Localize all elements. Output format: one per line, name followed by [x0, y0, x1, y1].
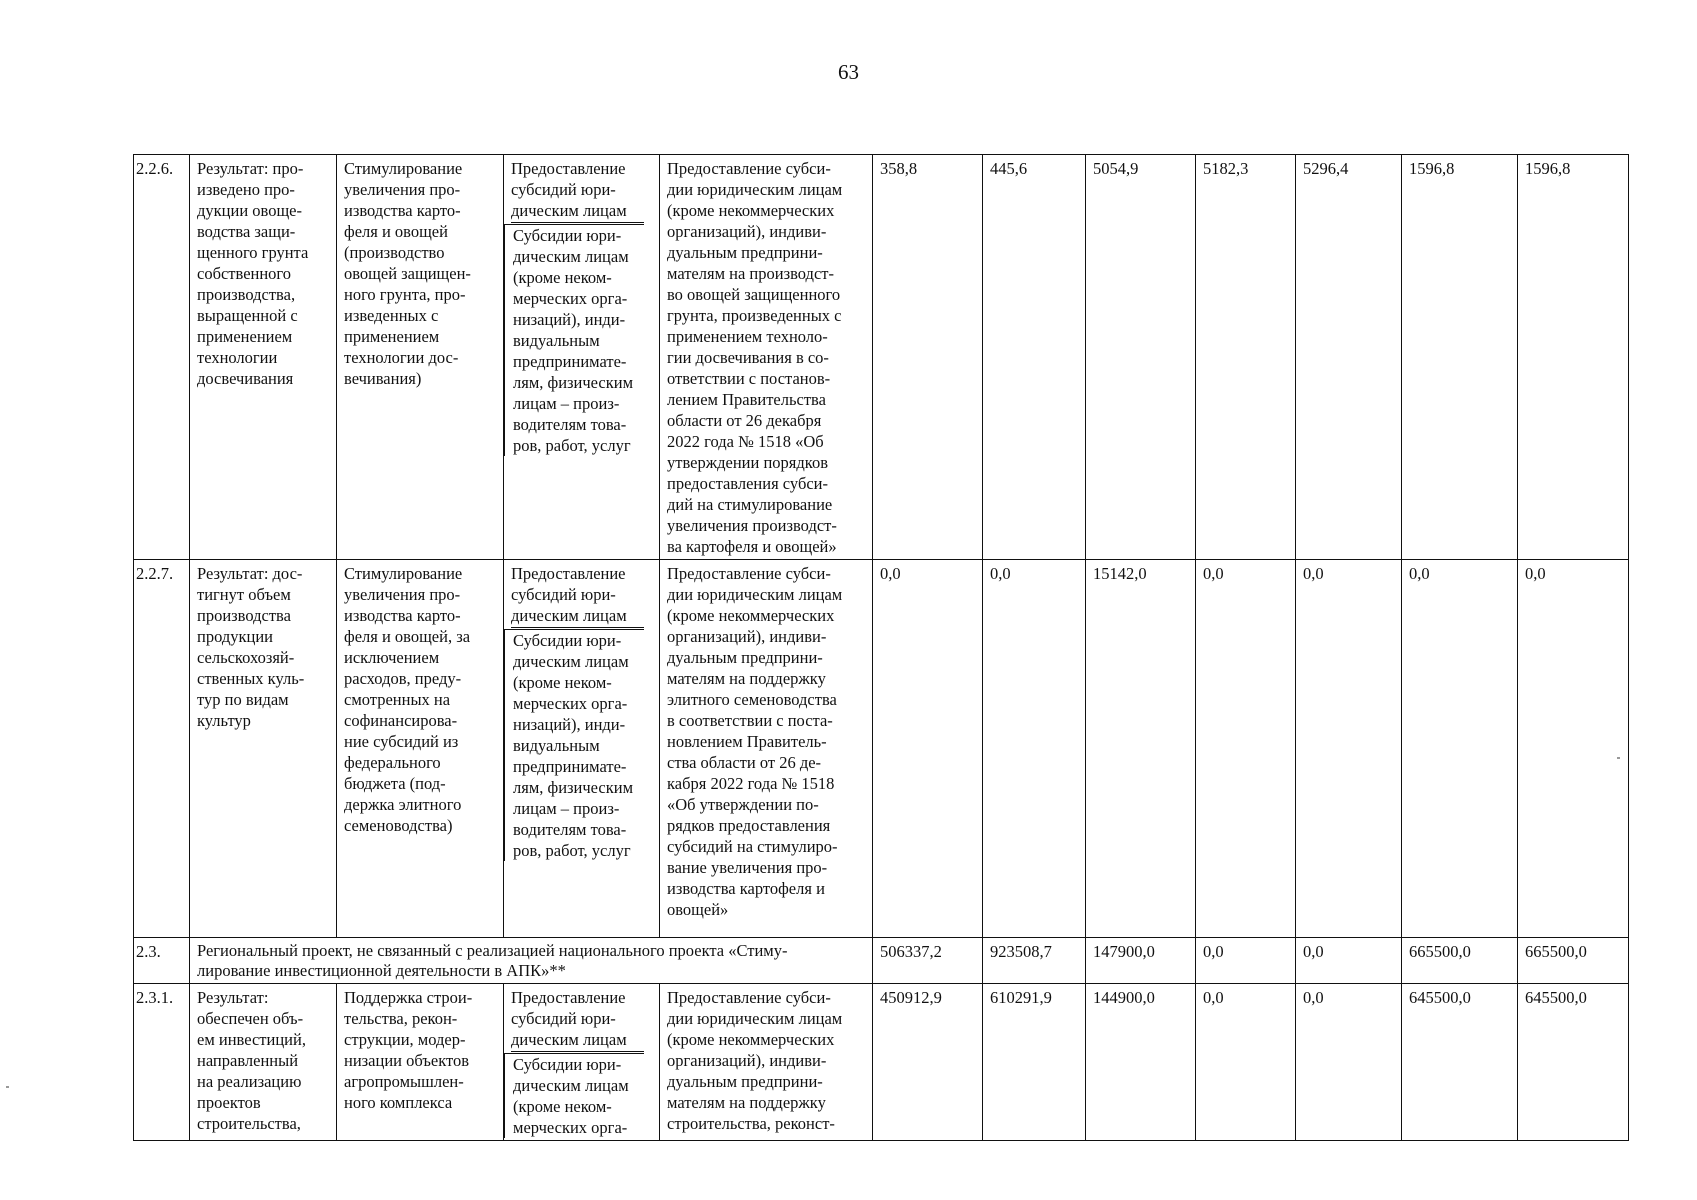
description-cell: Предоставление субси- дии юридическим лицам (кроме некоммерческих организаций), индиви- дуальным предприни- мателям на поддержку строительства, реконст- — [660, 984, 873, 1141]
value-cell: 610291,9 — [983, 984, 1086, 1141]
value-cell: 0,0 — [1518, 560, 1629, 938]
row-code: 2.2.7. — [134, 560, 190, 938]
value-cell: 358,8 — [873, 155, 983, 560]
type-top: Предоставление субсидий юри- дическим лицам — [511, 563, 644, 628]
value-cell: 144900,0 — [1086, 984, 1196, 1141]
value-cell: 1596,8 — [1518, 155, 1629, 560]
table-row — [134, 155, 1629, 560]
value-cell: 665500,0 — [1402, 938, 1518, 984]
value-cell: 5296,4 — [1296, 155, 1402, 560]
value-cell: 645500,0 — [1518, 984, 1629, 1141]
description-cell: Предоставление субси- дии юридическим лицам (кроме некоммерческих организаций), индиви- дуальным предприни- мателям на производст- во овощей защищенного грунта, произведенных с применением техноло- гии досвечивания в со- ответствии с постанов- лением Правительства области от 26 декабря 2022 года № 1518 «Об утверждении порядков предоставления субси- дий на стимулирование увеличения производст- ва картофеля и овощей» — [660, 155, 873, 560]
type-bottom: Субсидии юри- дическим лицам (кроме неком- мерческих орга- — [504, 1053, 644, 1138]
value-cell: 0,0 — [1402, 560, 1518, 938]
result-cell: Результат: про- изведено про- дукции овоще- водства защи- щенного грунта собственного производства, выращенной с применением технологии досвечивания — [190, 155, 337, 560]
value-cell: 0,0 — [1296, 984, 1402, 1141]
value-cell: 506337,2 — [873, 938, 983, 984]
table-row — [134, 938, 1629, 984]
table-row — [134, 984, 1629, 1141]
value-cell: 0,0 — [1296, 560, 1402, 938]
description-cell: Предоставление субси- дии юридическим лицам (кроме некоммерческих организаций), индиви- дуальным предприни- мателям на поддержку элитного семеноводства в соответствии с поста- новлением Правитель- ства области от 26 де- кабря 2022 года № 1518 «Об утверждении по- рядков предоставления субсидий на стимулиро- вание увеличения про- изводства картофеля и овощей» — [660, 560, 873, 938]
type-cell — [504, 984, 660, 1141]
value-cell: 645500,0 — [1402, 984, 1518, 1141]
row-code: 2.3.1. — [134, 984, 190, 1141]
value-cell: 0,0 — [1196, 984, 1296, 1141]
page-number: 63 — [838, 60, 859, 84]
budget-table — [133, 154, 1629, 1141]
measure-cell: Поддержка строи- тельства, рекон- струкции, модер- низации объектов агропромышлен- ного комплекса — [337, 984, 504, 1141]
type-top: Предоставление субсидий юри- дическим лицам — [511, 987, 644, 1052]
measure-cell: Стимулирование увеличения про- изводства карто- феля и овощей (производство овощей защищен- ного грунта, про- изведенных с применением технологии дос- вечивания) — [337, 155, 504, 560]
result-cell: Результат: обеспечен объ- ем инвестиций, направленный на реализацию проектов строительства, — [190, 984, 337, 1141]
project-title-cell: Региональный проект, не связанный с реализацией национального проекта «Стиму- лирование инвестиционной деятельности в АПК»** — [190, 938, 873, 984]
value-cell: 5054,9 — [1086, 155, 1196, 560]
value-cell: 5182,3 — [1196, 155, 1296, 560]
value-cell: 147900,0 — [1086, 938, 1196, 984]
type-top: Предоставление субсидий юри- дическим лицам — [511, 158, 644, 223]
value-cell: 445,6 — [983, 155, 1086, 560]
value-cell: 665500,0 — [1518, 938, 1629, 984]
value-cell: 0,0 — [1196, 938, 1296, 984]
value-cell: 0,0 — [983, 560, 1086, 938]
measure-cell: Стимулирование увеличения про- изводства карто- феля и овощей, за исключением расходов, преду- смотренных на софинансирова- ние субсидий из федерального бюджета (под- держка элитного семеноводства) — [337, 560, 504, 938]
type-cell — [504, 155, 660, 560]
type-bottom: Субсидии юри- дическим лицам (кроме неком- мерческих орга- низаций), инди- видуальным предпринимате- лям, физическим лицам – произ- водителям това- ров, работ, услуг — [504, 629, 644, 861]
row-code: 2.2.6. — [134, 155, 190, 560]
scan-mark — [6, 1086, 9, 1088]
value-cell: 0,0 — [1196, 560, 1296, 938]
value-cell: 0,0 — [1296, 938, 1402, 984]
value-cell: 923508,7 — [983, 938, 1086, 984]
result-cell: Результат: дос- тигнут объем производства продукции сельскохозяй- ственных куль- тур по видам культур — [190, 560, 337, 938]
type-cell — [504, 560, 660, 938]
scan-mark — [1617, 757, 1620, 759]
value-cell: 450912,9 — [873, 984, 983, 1141]
row-code: 2.3. — [134, 938, 190, 984]
table-row — [134, 560, 1629, 938]
value-cell: 15142,0 — [1086, 560, 1196, 938]
type-bottom: Субсидии юри- дическим лицам (кроме неком- мерческих орга- низаций), инди- видуальным предпринимате- лям, физическим лицам – произ- водителям това- ров, работ, услуг — [504, 224, 644, 456]
value-cell: 1596,8 — [1402, 155, 1518, 560]
value-cell: 0,0 — [873, 560, 983, 938]
